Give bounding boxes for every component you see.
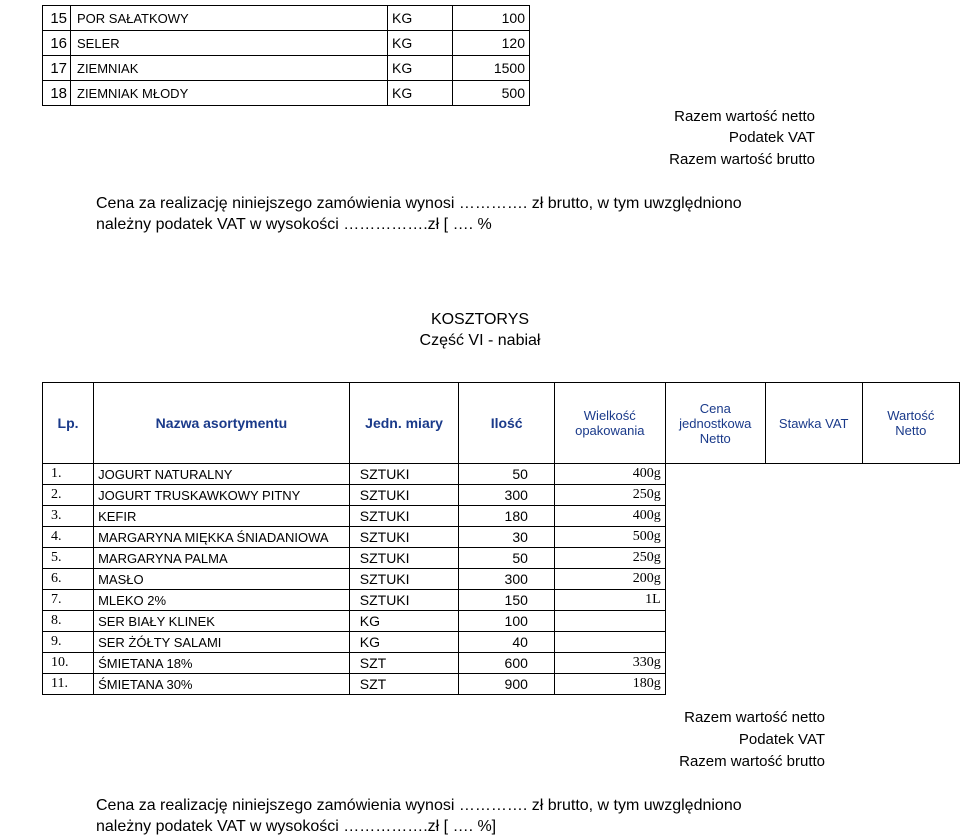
main-table	[42, 382, 960, 695]
row-price	[665, 611, 765, 632]
row-lp: 1.	[43, 464, 94, 485]
row-qty: 1500	[453, 56, 530, 81]
row-unit: KG	[388, 31, 453, 56]
row-pack: 400g	[554, 464, 665, 485]
table-row	[43, 548, 960, 569]
row-pack	[554, 632, 665, 653]
row-vat	[765, 548, 862, 569]
price-statement-line1: Cena za realizację niniejszego zamówienia wynosi …………. zł brutto, w tym uwzględniono	[96, 797, 742, 814]
row-lp: 10.	[43, 653, 94, 674]
row-name: KEFIR	[94, 506, 350, 527]
row-price	[665, 464, 765, 485]
summary-net-1: Razem wartość netto	[674, 108, 815, 125]
row-unit: KG	[388, 6, 453, 31]
row-unit: SZT	[349, 674, 459, 695]
row-name: MASŁO	[94, 569, 350, 590]
row-unit: SZTUKI	[349, 464, 459, 485]
header-name: Nazwa asortymentu	[94, 383, 350, 464]
row-name: ZIEMNIAK	[71, 56, 388, 81]
row-name: MLEKO 2%	[94, 590, 350, 611]
row-name: SER BIAŁY KLINEK	[94, 611, 350, 632]
row-value	[862, 632, 959, 653]
row-pack: 500g	[554, 527, 665, 548]
price-statement-line2: należny podatek VAT w wysokości …………….zł [ …. %]	[96, 818, 497, 835]
row-value	[862, 548, 959, 569]
row-vat	[765, 569, 862, 590]
row-vat	[765, 590, 862, 611]
row-lp: 7.	[43, 590, 94, 611]
summary-gross-2: Razem wartość brutto	[679, 753, 825, 770]
row-pack: 200g	[554, 569, 665, 590]
row-pack: 250g	[554, 485, 665, 506]
row-qty: 100	[459, 611, 555, 632]
row-price	[647, 56, 732, 81]
table-row	[43, 674, 960, 695]
row-unit: SZTUKI	[349, 485, 459, 506]
row-vat	[732, 56, 816, 81]
header-price: Cena jednostkowa Netto	[665, 383, 765, 464]
row-pack	[554, 611, 665, 632]
row-unit: SZTUKI	[349, 590, 459, 611]
row-value	[862, 653, 959, 674]
row-pack	[530, 56, 648, 81]
row-unit: SZTUKI	[349, 506, 459, 527]
header-row	[43, 383, 960, 464]
row-qty: 40	[459, 632, 555, 653]
row-unit: KG	[388, 56, 453, 81]
row-value	[862, 464, 959, 485]
row-vat	[732, 6, 816, 31]
row-qty: 120	[453, 31, 530, 56]
table-row	[43, 6, 900, 31]
table-row	[43, 590, 960, 611]
row-qty: 30	[459, 527, 555, 548]
row-value	[862, 674, 959, 695]
row-unit: SZTUKI	[349, 548, 459, 569]
row-lp: 5.	[43, 548, 94, 569]
row-name: ŚMIETANA 30%	[94, 674, 350, 695]
table-row	[43, 56, 900, 81]
row-qty: 300	[459, 569, 555, 590]
row-lp: 2.	[43, 485, 94, 506]
summary-vat-1: Podatek VAT	[728, 129, 815, 146]
row-qty: 600	[459, 653, 555, 674]
table-row	[43, 31, 900, 56]
row-lp: 8.	[43, 611, 94, 632]
row-unit: KG	[388, 81, 453, 106]
row-value	[816, 6, 900, 31]
row-vat	[765, 653, 862, 674]
row-lp: 3.	[43, 506, 94, 527]
row-vat	[765, 611, 862, 632]
row-name: SELER	[71, 31, 388, 56]
row-vat	[765, 506, 862, 527]
row-qty: 300	[459, 485, 555, 506]
row-unit: SZTUKI	[349, 527, 459, 548]
row-lp: 18	[43, 81, 71, 106]
row-vat	[765, 485, 862, 506]
header-vat: Stawka VAT	[765, 383, 862, 464]
row-price	[665, 485, 765, 506]
row-lp: 15	[43, 6, 71, 31]
row-vat	[765, 464, 862, 485]
table-row	[43, 527, 960, 548]
row-name: ŚMIETANA 18%	[94, 653, 350, 674]
row-qty: 100	[453, 6, 530, 31]
row-lp: 6.	[43, 569, 94, 590]
row-value	[862, 527, 959, 548]
row-price	[665, 590, 765, 611]
row-value	[816, 31, 900, 56]
row-name: MARGARYNA MIĘKKA ŚNIADANIOWA	[94, 527, 350, 548]
row-value	[862, 611, 959, 632]
price-statement-line1: Cena za realizację niniejszego zamówienia wynosi …………. zł brutto, w tym uwzględniono	[96, 195, 742, 212]
summary-vat-2: Podatek VAT	[738, 731, 825, 748]
row-value	[862, 485, 959, 506]
row-vat	[732, 31, 816, 56]
row-price	[665, 632, 765, 653]
header-pack: Wielkość opakowania	[554, 383, 665, 464]
table-row	[43, 485, 960, 506]
page-title: KOSZTORYS	[430, 311, 530, 328]
row-unit: KG	[349, 611, 459, 632]
row-vat	[732, 81, 816, 106]
row-name: MARGARYNA PALMA	[94, 548, 350, 569]
row-qty: 180	[459, 506, 555, 527]
row-lp: 11.	[43, 674, 94, 695]
header-value: Wartość Netto	[862, 383, 959, 464]
row-price	[647, 6, 732, 31]
row-price	[647, 81, 732, 106]
summary-gross-1: Razem wartość brutto	[669, 151, 815, 168]
row-qty: 900	[459, 674, 555, 695]
table-row	[43, 464, 960, 485]
row-price	[665, 506, 765, 527]
row-value	[862, 569, 959, 590]
table-row	[43, 611, 960, 632]
row-pack: 250g	[554, 548, 665, 569]
table-row	[43, 506, 960, 527]
row-lp: 9.	[43, 632, 94, 653]
row-price	[665, 569, 765, 590]
row-pack: 180g	[554, 674, 665, 695]
row-lp: 4.	[43, 527, 94, 548]
page-subtitle: Część VI - nabiał	[419, 332, 541, 349]
row-price	[665, 653, 765, 674]
row-name: POR SAŁATKOWY	[71, 6, 388, 31]
row-lp: 17	[43, 56, 71, 81]
row-price	[647, 31, 732, 56]
row-name: ZIEMNIAK MŁODY	[71, 81, 388, 106]
row-pack	[530, 6, 648, 31]
row-pack: 1L	[554, 590, 665, 611]
table-row	[43, 653, 960, 674]
price-statement-1	[96, 193, 742, 235]
row-name: SER ŻÓŁTY SALAMI	[94, 632, 350, 653]
row-unit: SZTUKI	[349, 569, 459, 590]
row-vat	[765, 632, 862, 653]
row-qty: 150	[459, 590, 555, 611]
row-pack: 330g	[554, 653, 665, 674]
header-unit: Jedn. miary	[349, 383, 459, 464]
row-price	[665, 527, 765, 548]
row-name: JOGURT TRUSKAWKOWY PITNY	[94, 485, 350, 506]
header-lp: Lp.	[43, 383, 94, 464]
row-value	[862, 506, 959, 527]
row-value	[816, 56, 900, 81]
row-price	[665, 548, 765, 569]
row-name: JOGURT NATURALNY	[94, 464, 350, 485]
row-qty: 500	[453, 81, 530, 106]
row-qty: 50	[459, 464, 555, 485]
table-row	[43, 81, 900, 106]
row-lp: 16	[43, 31, 71, 56]
row-vat	[765, 527, 862, 548]
row-value	[816, 81, 900, 106]
row-unit: KG	[349, 632, 459, 653]
row-price	[665, 674, 765, 695]
price-statement-2	[96, 795, 742, 837]
top-table	[42, 5, 900, 106]
header-qty: Ilość	[459, 383, 555, 464]
row-qty: 50	[459, 548, 555, 569]
row-value	[862, 590, 959, 611]
table-row	[43, 632, 960, 653]
row-unit: SZT	[349, 653, 459, 674]
row-vat	[765, 674, 862, 695]
row-pack	[530, 31, 648, 56]
row-pack: 400g	[554, 506, 665, 527]
row-pack	[530, 81, 648, 106]
table-row	[43, 569, 960, 590]
summary-net-2: Razem wartość netto	[684, 709, 825, 726]
price-statement-line2: należny podatek VAT w wysokości …………….zł [ …. %	[96, 216, 492, 233]
